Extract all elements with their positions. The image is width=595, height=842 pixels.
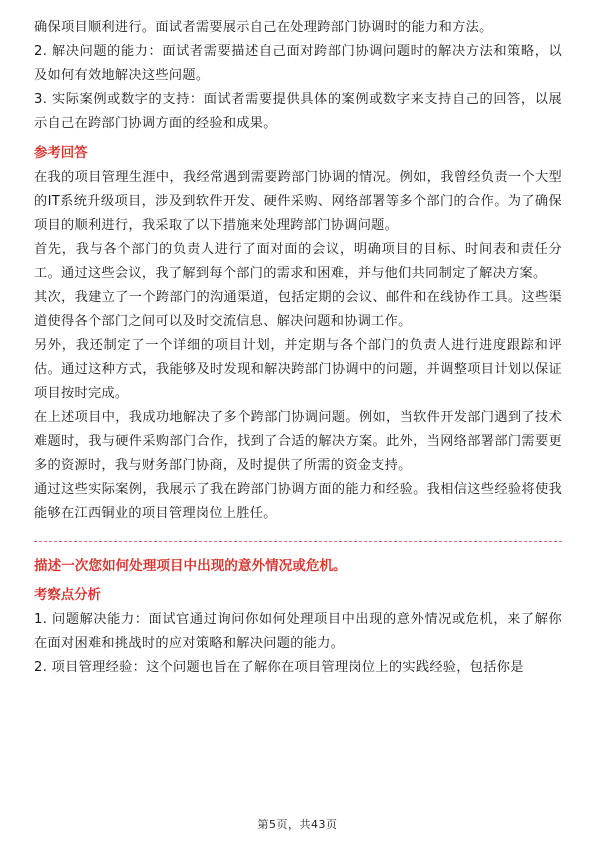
reference-paragraph: 在上述项目中，我成功地解决了多个跨部门协调问题。例如，当软件开发部门遇到了技术难题时，我与硬件采购部门合作，找到了合适的解决方案。此外，当网络部署部门需要更多的资源时，我与财务部门协商，及时提供了所需的资金支持。 — [34, 410, 562, 473]
page-content — [34, 16, 562, 680]
analysis-heading: 考察点分析 — [34, 588, 101, 603]
point-case-support: 3. 实际案例或数字的支持：面试者需要提供具体的案例或数字来支持自己的回答，以展示自己在跨部门协调方面的经验和成果。 — [34, 92, 562, 131]
reference-paragraph: 在我的项目管理生涯中，我经常遇到需要跨部门协调的情况。例如，我曾经负责一个大型的IT系统升级项目，涉及到软件开发、硬件采购、网络部署等多个部门的合作。为了确保项目的顺利进行，我采取了以下措施来处理跨部门协调问题。 — [34, 170, 562, 233]
point-problem-solving: 2. 解决问题的能力：面试者需要描述自己面对跨部门协调问题时的解决方法和策略，以及如何有效地解决这些问题。 — [34, 44, 562, 83]
analysis-point: 2. 项目管理经验：这个问题也旨在了解你在项目管理岗位上的实践经验，包括你是 — [34, 660, 524, 675]
page-number-footer: 第5页，共43页 — [257, 818, 338, 831]
reference-paragraph: 其次，我建立了一个跨部门的沟通渠道，包括定期的会议、邮件和在线协作工具。这些渠道使得各个部门之间可以及时交流信息、解决问题和协调工作。 — [34, 290, 562, 329]
reference-paragraph: 首先，我与各个部门的负责人进行了面对面的会议，明确项目的目标、时间表和责任分工。通过这些会议，我了解到每个部门的需求和困难，并与他们共同制定了解决方案。 — [34, 242, 562, 281]
analysis-point: 1. 问题解决能力：面试官通过询问你如何处理项目中出现的意外情况或危机，来了解你在面对困难和挑战时的应对策略和解决问题的能力。 — [34, 612, 562, 651]
reference-paragraph: 另外，我还制定了一个详细的项目计划，并定期与各个部门的负责人进行进度跟踪和评估。通过这种方式，我能够及时发现和解决跨部门协调中的问题，并调整项目计划以保证项目按时完成。 — [34, 338, 562, 401]
paragraph-intro-tail: 确保项目顺利进行。面试者需要展示自己在处理跨部门协调时的能力和方法。 — [34, 20, 493, 35]
next-question-title: 描述一次您如何处理项目中出现的意外情况或危机。 — [34, 558, 347, 574]
reference-paragraph: 通过这些实际案例，我展示了我在跨部门协调方面的能力和经验。我相信这些经验将使我能够在江西铜业的项目管理岗位上胜任。 — [34, 482, 562, 521]
section-divider — [34, 541, 562, 542]
reference-answer-heading: 参考回答 — [34, 146, 88, 161]
